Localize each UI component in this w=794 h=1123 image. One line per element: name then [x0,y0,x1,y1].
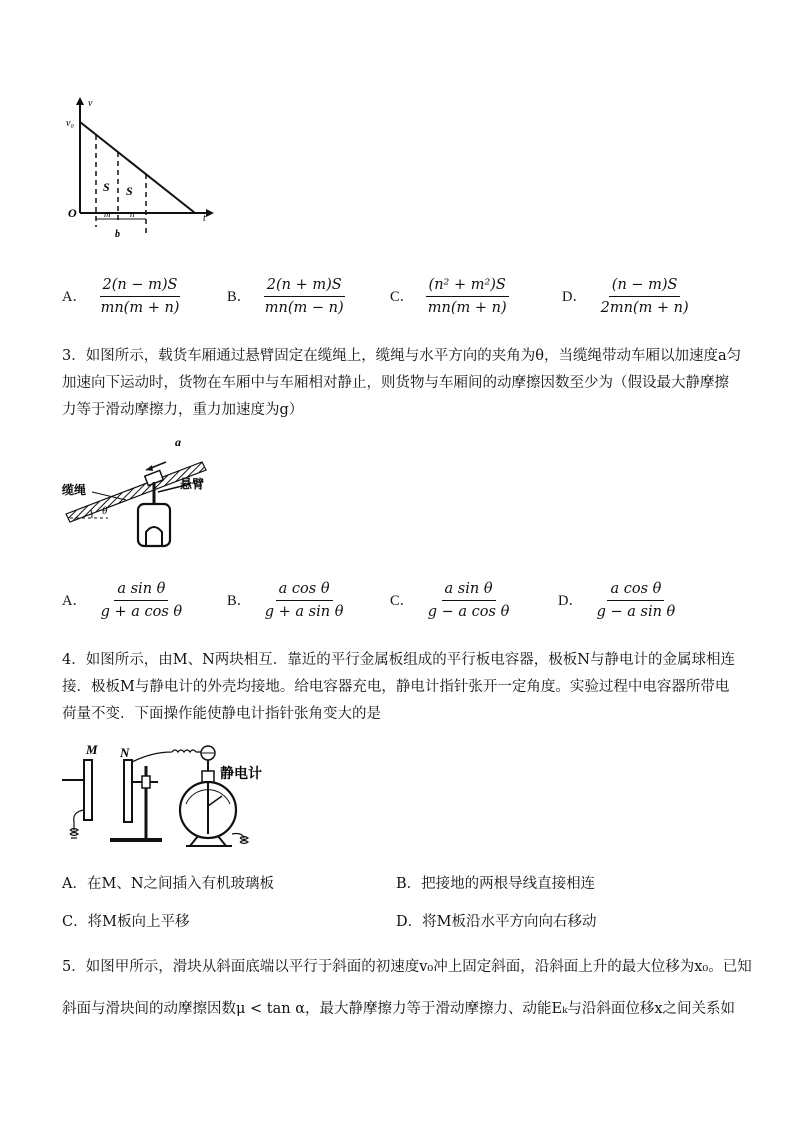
meter-leg-right [218,836,226,846]
option-label: D． [562,288,587,305]
origin-label: O [68,206,77,220]
q5-question-line-2: 斜面与滑块间的动摩擦因数μ < tan α，最大静摩擦力等于滑动摩擦力、动能Eₖ与沿斜面位移x之间关系如 [62,1001,736,1017]
option-label: D． [558,592,583,609]
y0-label: v₀ [66,118,74,129]
denominator: g + a cos θ [100,604,183,620]
cable [66,462,206,522]
option-label: C． [390,288,415,305]
q4-question-text: 4．如图所示，由M、N两块相互．靠近的平行金属板组成的平行板电容器，极板N与静电计的金属球相连接．极板M与静电计的外壳均接地。给电容器充电，静电计指针张开一定角度。实验过程中电容器所带电荷量不变．下面操作能使静电计指针张角变大的是 [62,652,735,722]
fraction [425,580,513,621]
option-label: A． [62,876,87,892]
q4-option-d[interactable] [396,913,597,931]
q5-question-line-1: 5．如图甲所示，滑块从斜面底端以平行于斜面的初速度v₀冲上固定斜面，沿斜面上升的最大位移为x₀。已知 [62,959,752,975]
numerator: 2(n − m)S [100,276,181,297]
q2-option-b[interactable] [227,276,347,317]
q3-option-b[interactable] [227,580,346,621]
q3-option-d[interactable] [558,580,678,621]
area-label-2: S [126,184,133,198]
fraction [98,580,186,621]
option-label: A． [62,592,87,609]
car-body [138,504,170,546]
q4-option-c[interactable] [62,913,189,931]
q2-vt-graph [60,95,230,245]
option-label: D． [396,914,423,930]
denominator: g − a sin θ [596,604,676,620]
q3-option-c[interactable] [390,580,512,621]
cable-label: 缆绳 [62,483,87,497]
fraction [425,276,510,317]
numerator: (n − m)S [609,276,681,297]
q2-option-a[interactable] [62,276,182,317]
option-text: 把接地的两根导线直接相连 [421,876,596,892]
q3-question-text: 3．如图所示，载货车厢通过悬臂固定在缆绳上，缆绳与水平方向的夹角为θ，当缆绳带动车厢以加速度a匀加速向下运动时，货物在车厢中与车厢相对静止，则货物与车厢间的动摩擦因数至少为（假设最大静摩擦力等于滑动摩擦力，重力加速度为g） [62,348,742,418]
meter-ground-wire [232,834,248,844]
option-label: C． [390,592,415,609]
denominator: mn(m + n) [100,300,180,316]
interval-n-label: n [130,209,135,219]
q2-option-c[interactable] [390,276,510,317]
stand-clamp [142,776,150,788]
fraction [98,276,183,317]
numerator: 2(n + m)S [264,276,345,297]
fraction [262,580,347,621]
accel-label: a [175,435,181,449]
option-text: 将M板沿水平方向向右移动 [422,914,597,930]
option-label: B． [396,876,422,892]
numerator: a cos θ [607,580,664,601]
n-to-meter-wire [132,750,196,762]
option-label: C． [62,914,88,930]
option-text: 将M板向上平移 [87,914,190,930]
q2-option-d[interactable] [562,276,692,317]
meter-leg-left [190,836,198,846]
option-text: 在M、N之间插入有机玻璃板 [86,876,275,892]
area-label-1: S [103,180,110,194]
fraction [598,276,692,317]
numerator: (n² + m²)S [426,276,509,297]
interval-m-label: m [104,209,111,219]
q3-option-a[interactable] [62,580,185,621]
q4-option-b[interactable] [396,875,595,893]
denominator: mn(m + n) [427,300,507,316]
numerator: a sin θ [114,580,168,601]
point-b-label: b [115,229,120,240]
q4-electroscope-figure [62,738,262,850]
m-ground-wire [74,810,84,830]
numerator: a sin θ [442,580,496,601]
option-label: A． [62,288,87,305]
arm-label: 悬臂 [180,477,205,491]
y-axis-arrow [76,97,84,105]
option-label: B． [227,592,252,609]
fraction [262,276,347,317]
y-axis-label: v [88,98,93,109]
denominator: 2mn(m + n) [600,300,689,316]
x-axis-arrow [206,209,214,217]
meter-label: 静电计 [220,766,262,782]
denominator: mn(m − n) [264,300,344,316]
n-plate [124,760,132,822]
m-label: M [86,742,98,757]
denominator: g + a sin θ [264,604,344,620]
t-label: t [203,213,206,224]
q3-cable-car-figure [62,432,212,552]
option-label: B． [227,288,252,305]
velocity-line [80,122,195,213]
m-plate [84,760,92,820]
q4-option-a[interactable] [62,875,274,893]
n-label: N [120,745,130,760]
numerator: a cos θ [276,580,333,601]
accel-arrowhead [146,465,153,471]
fraction [594,580,679,621]
denominator: g − a cos θ [427,604,510,620]
angle-label: θ [102,505,108,517]
